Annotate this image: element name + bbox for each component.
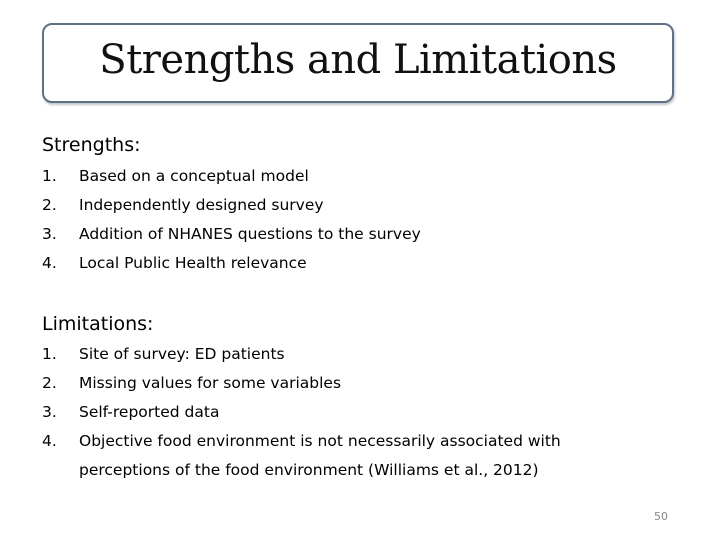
strengths-item <box>42 191 599 220</box>
strengths-list <box>42 162 599 278</box>
strengths-item-number: 4. <box>42 254 57 272</box>
limitations-item <box>42 369 599 398</box>
limitations-item <box>42 340 599 369</box>
limitations-item-number: 1. <box>42 345 57 363</box>
limitations-item-text: Objective food environment is not necessarily associated with perceptions of the food environment (Williams et al., 2012) <box>79 432 561 479</box>
strengths-item-text: Local Public Health relevance <box>79 254 307 272</box>
limitations-list <box>42 340 599 485</box>
page-number: 50 <box>654 510 668 523</box>
strengths-item-text: Independently designed survey <box>79 196 324 214</box>
strengths-item <box>42 220 599 249</box>
limitations-item-number: 4. <box>42 432 57 450</box>
limitations-item-text: Site of survey: ED patients <box>79 345 285 363</box>
limitations-item <box>42 427 599 485</box>
strengths-item-number: 1. <box>42 167 57 185</box>
limitations-heading: Limitations: <box>42 313 154 335</box>
limitations-item <box>42 398 599 427</box>
strengths-item-number: 2. <box>42 196 57 214</box>
strengths-item <box>42 162 599 191</box>
limitations-item-number: 2. <box>42 374 57 392</box>
strengths-item <box>42 249 599 278</box>
strengths-heading: Strengths: <box>42 134 141 156</box>
limitations-item-text: Missing values for some variables <box>79 374 342 392</box>
limitations-item-number: 3. <box>42 403 57 421</box>
strengths-item-text: Addition of NHANES questions to the survey <box>79 225 421 243</box>
limitations-item-text: Self-reported data <box>79 403 220 421</box>
strengths-item-text: Based on a conceptual model <box>79 167 309 185</box>
title-box <box>42 23 674 103</box>
strengths-item-number: 3. <box>42 225 57 243</box>
slide-title: Strengths and Limitations <box>99 37 617 83</box>
